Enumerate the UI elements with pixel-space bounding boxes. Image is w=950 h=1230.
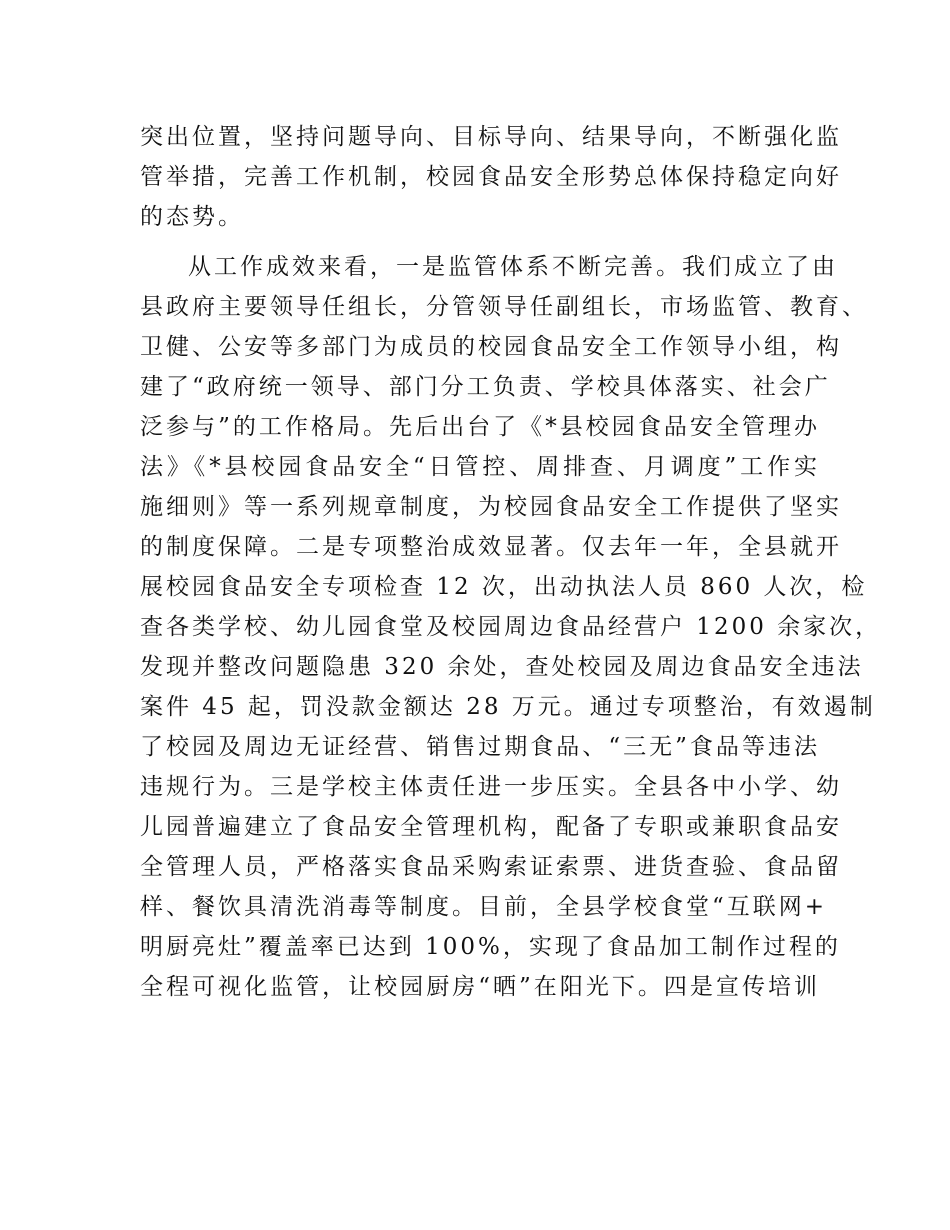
paragraph-spacer xyxy=(140,237,820,247)
text-line: 案件 45 起，罚没款金额达 28 万元。通过专项整治，有效遏制 xyxy=(140,694,876,720)
text-line: 的制度保障。二是专项整治成效显著。仅去年一年，全县就开 xyxy=(140,534,842,560)
text-line: 泛参与”的工作格局。先后出台了《*县校园食品安全管理办 xyxy=(140,414,820,440)
text-line: 儿园普遍建立了食品安全管理机构，配备了专职或兼职食品安 xyxy=(140,814,842,840)
body-text xyxy=(140,117,882,1007)
text-line: 全程可视化监管，让校园厨房“晒”在阳光下。四是宣传培训 xyxy=(140,974,820,1000)
text-line: 建了“政府统一领导、部门分工负责、学校具体落实、社会广 xyxy=(140,374,831,400)
text-line: 违规行为。三是学校主体责任进一步压实。全县各中小学、幼 xyxy=(140,774,842,800)
text-line: 发现并整改问题隐患 320 余处，查处校园及周边食品安全违法 xyxy=(140,654,864,680)
text-line: 法》《*县校园食品安全“日管控、周排查、月调度”工作实 xyxy=(140,454,820,480)
paragraph-1 xyxy=(140,117,842,237)
text-line: 查各类学校、幼儿园食堂及校园周边食品经营户 1200 余家次， xyxy=(140,614,882,640)
text-line: 明厨亮灶”覆盖率已达到 100%，实现了食品加工制作过程的 xyxy=(140,934,841,960)
text-line: 展校园食品安全专项检查 12 次，出动执法人员 860 人次，检 xyxy=(140,574,868,600)
text-line: 管举措，完善工作机制，校园食品安全形势总体保持稳定向好 xyxy=(140,164,842,190)
text-line: 从工作成效来看，一是监管体系不断完善。我们成立了由 xyxy=(188,254,838,280)
text-line: 了校园及周边无证经营、销售过期食品、“三无”食品等违法 xyxy=(140,734,820,760)
text-line: 县政府主要领导任组长，分管领导任副组长，市场监管、教育、 xyxy=(140,294,868,320)
text-line: 突出位置，坚持问题导向、目标导向、结果导向，不断强化监 xyxy=(140,124,842,150)
text-line: 全管理人员，严格落实食品采购索证索票、进货查验、食品留 xyxy=(140,854,842,880)
text-line: 卫健、公安等多部门为成员的校园食品安全工作领导小组，构 xyxy=(140,334,842,360)
text-line: 的态势。 xyxy=(140,204,244,230)
paragraph-2 xyxy=(140,247,882,1007)
text-line: 样、餐饮具清洗消毒等制度。目前，全县学校食堂“互联网+ xyxy=(140,894,828,920)
text-line: 施细则》等一系列规章制度，为校园食品安全工作提供了坚实 xyxy=(140,494,842,520)
